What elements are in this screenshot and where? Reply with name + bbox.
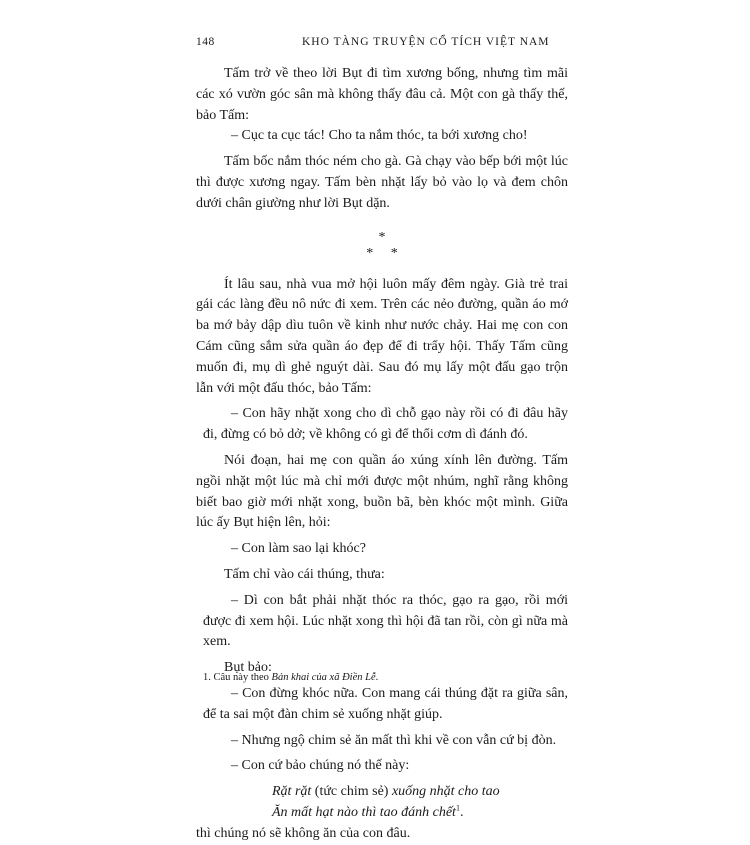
verse-line-2: Ăn mất hạt nào thì tao đánh chết$^1$. (272, 803, 464, 820)
dialogue-line: – Con hãy nhặt xong cho dì chỗ gạo này rồi có đi đâu hãy đi, đừng có bỏ dở; về không có gì để thổi cơm dì đánh đó. (203, 406, 568, 443)
dialogue-line: – Nhưng ngộ chim sẻ ăn mất thì khi về con vẫn cứ bị đòn. (231, 732, 557, 748)
closing-line: thì chúng nó sẽ không ăn của con đâu. (196, 825, 411, 841)
dialogue-line: – Con cứ bảo chúng nó thế này: (231, 758, 410, 774)
section-separator (196, 231, 568, 261)
dialogue-line: – Con đừng khóc nữa. Con mang cái thúng đặt ra giữa sân, để ta sai một đàn chim sẻ xuống nhặt giúp. (203, 685, 568, 722)
dialogue-line: – Cục ta cục tác! Cho ta nắm thóc, ta bới xương cho! (231, 128, 528, 144)
page-number: 148 (196, 36, 215, 48)
paragraph: Tấm bốc nắm thóc ném cho gà. Gà chạy vào bếp bới một lúc thì được xương ngay. Tấm bèn nhặt lấy bỏ vào lọ và đem chôn dưới chân giường như lời Bụt dặn. (196, 154, 568, 211)
footnote-reference[interactable]: 1 (455, 803, 460, 813)
paragraph: Bụt bảo: (224, 660, 272, 676)
separator-asterisks-bottom: * * (366, 245, 398, 261)
running-title: KHO TÀNG TRUYỆN CỔ TÍCH VIỆT NAM (302, 36, 550, 48)
dialogue-line: – Dì con bắt phải nhặt thóc ra thóc, gạo ra gạo, rồi mới được đi xem hội. Lúc nhặt xong thì hội đã tan rồi, còn gì nữa mà xem. (203, 592, 568, 650)
verse-line-1: Rặt rặt (tức chim sẻ) xuống nhặt cho tao (272, 784, 500, 800)
footnote-source-title: Bản khai của xã Điền Lễ (271, 672, 376, 683)
paragraph: Nói đoạn, hai mẹ con quần áo xúng xính lên đường. Tấm ngồi nhặt một lúc mà chỉ mới được một nhúm, nghĩ rằng không biết bao giờ mới nhặt xong, buồn bã, bèn khóc một mình. Giữa lúc ấy Bụt hiện lên, hỏi: (196, 452, 568, 531)
footnote: 1. Câu này theo Bản khai của xã Điền Lễ. (203, 672, 379, 683)
verse-block (196, 782, 568, 824)
paragraph: Tấm trở về theo lời Bụt đi tìm xương bống, nhưng tìm mãi các xó vườn góc sân mà không thấy đâu cả. Một con gà thấy thế, bảo Tấm: (196, 66, 568, 123)
separator-asterisk-top: * (378, 229, 386, 245)
paragraph: Ít lâu sau, nhà vua mở hội luôn mấy đêm ngày. Già trẻ trai gái các làng đều nô nức đi xem. Trên các nẻo đường, quần áo mớ ba mớ bảy dập dìu tuôn về kinh như nước chảy. Hai mẹ con con Cám cũng sắm sửa quần áo đẹp để đi trẩy hội. Thấy Tấm cũng muốn đi, mụ dì ghẻ nguýt dài. Sau đó mụ lấy một đấu gạo trộn lẫn với một đấu thóc, bảo Tấm: (196, 276, 568, 396)
story-text (196, 64, 568, 845)
dialogue-line: – Con làm sao lại khóc? (231, 541, 366, 557)
page-header (196, 36, 564, 52)
paragraph: Tấm chỉ vào cái thúng, thưa: (224, 566, 385, 582)
